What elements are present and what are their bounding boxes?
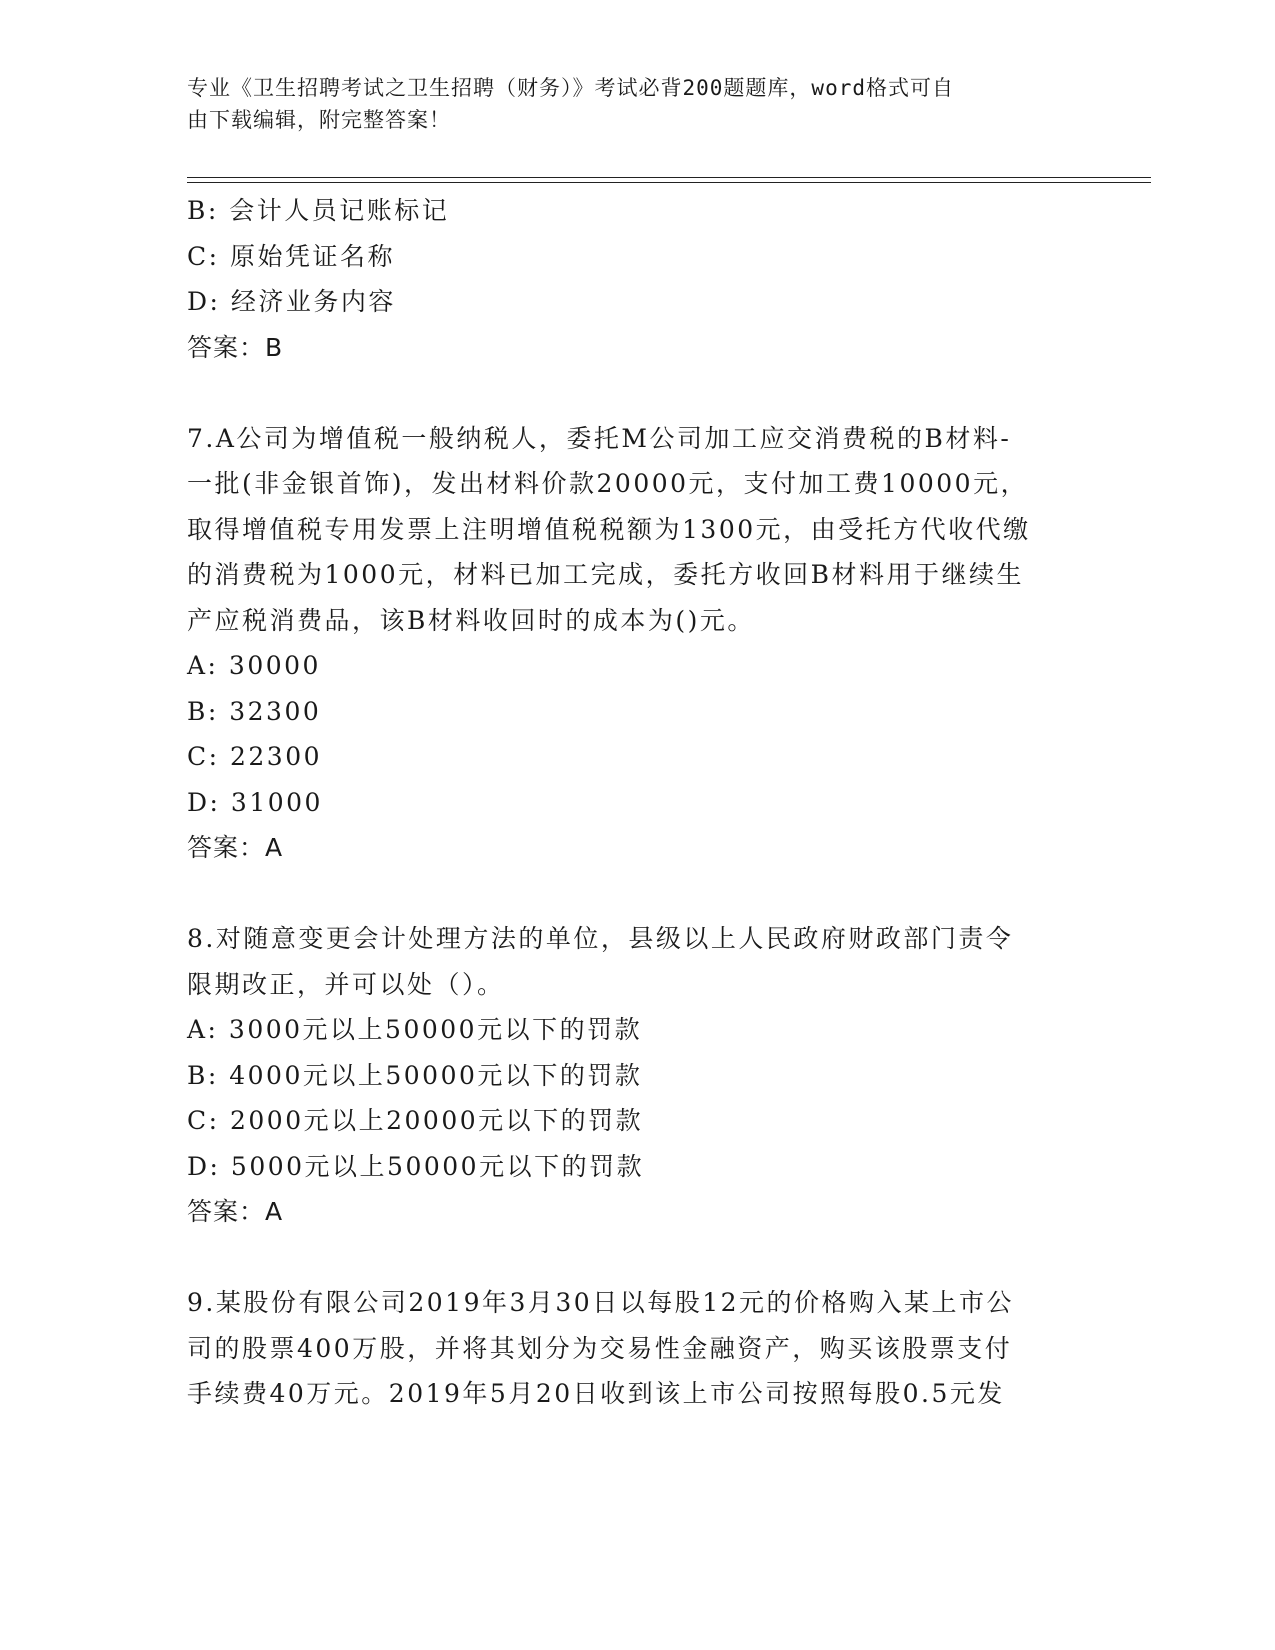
question-text-line: 一批(非金银首饰)，发出材料价款20000元，支付加工费10000元， <box>187 469 1029 498</box>
option-b: B: 32300 <box>187 696 322 726</box>
document-body <box>187 188 1087 1417</box>
option-d: D: 5000元以上50000元以下的罚款 <box>187 1151 645 1181</box>
question-text-line: 9.某股份有限公司2019年3月30日以每股12元的价格购入某上市公 <box>187 1288 1015 1317</box>
option-a: A: 30000 <box>187 651 321 680</box>
question-text-line: 7.A公司为增值税一般纳税人，委托M公司加工应交消费税的B材料- <box>187 423 1012 453</box>
question-8 <box>187 916 1087 1235</box>
option-a: A: 3000元以上50000元以下的罚款 <box>187 1015 643 1044</box>
document-header <box>187 72 1067 136</box>
question-7 <box>187 416 1087 871</box>
spacer <box>187 871 1087 917</box>
question-text-line: 限期改正，并可以处（）。 <box>187 969 505 999</box>
answer-line: 答案：A <box>187 833 284 862</box>
header-line-2: 由下载编辑，附完整答案！ <box>187 108 451 132</box>
question-text-line: 产应税消费品，该B材料收回时的成本为()元。 <box>187 605 755 635</box>
option-b: B: 4000元以上50000元以下的罚款 <box>187 1060 643 1090</box>
option-d: D: 31000 <box>187 787 323 817</box>
question-text-line: 8.对随意变更会计处理方法的单位，县级以上人民政府财政部门责令 <box>187 924 1014 953</box>
header-divider-bottom <box>187 182 1151 183</box>
question-text-line: 手续费40万元。2019年5月20日收到该上市公司按照每股0.5元发 <box>187 1379 1005 1408</box>
question-9 <box>187 1280 1087 1417</box>
option-c: C: 原始凭证名称 <box>187 241 395 271</box>
spacer <box>187 1235 1087 1281</box>
question-text-line: 司的股票400万股，并将其划分为交易性金融资产，购买该股票支付 <box>187 1333 1013 1363</box>
option-c: C: 22300 <box>187 742 323 771</box>
header-line-1: 专业《卫生招聘考试之卫生招聘（财务）》考试必背200题题库，word格式可自 <box>187 76 954 100</box>
option-b: B: 会计人员记账标记 <box>187 196 450 225</box>
question-text-line: 取得增值税专用发票上注明增值税税额为1300元，由受托方代收代缴 <box>187 514 1031 544</box>
option-d: D: 经济业务内容 <box>187 287 396 316</box>
question-text-line: 的消费税为1000元，材料已加工完成，委托方收回B材料用于继续生 <box>187 560 1024 589</box>
answer-line: 答案：A <box>187 1197 284 1226</box>
answer-line: 答案：B <box>187 332 284 362</box>
question-6-tail <box>187 188 1087 370</box>
header-divider-top <box>187 177 1151 178</box>
spacer <box>187 370 1087 416</box>
option-c: C: 2000元以上20000元以下的罚款 <box>187 1106 644 1135</box>
